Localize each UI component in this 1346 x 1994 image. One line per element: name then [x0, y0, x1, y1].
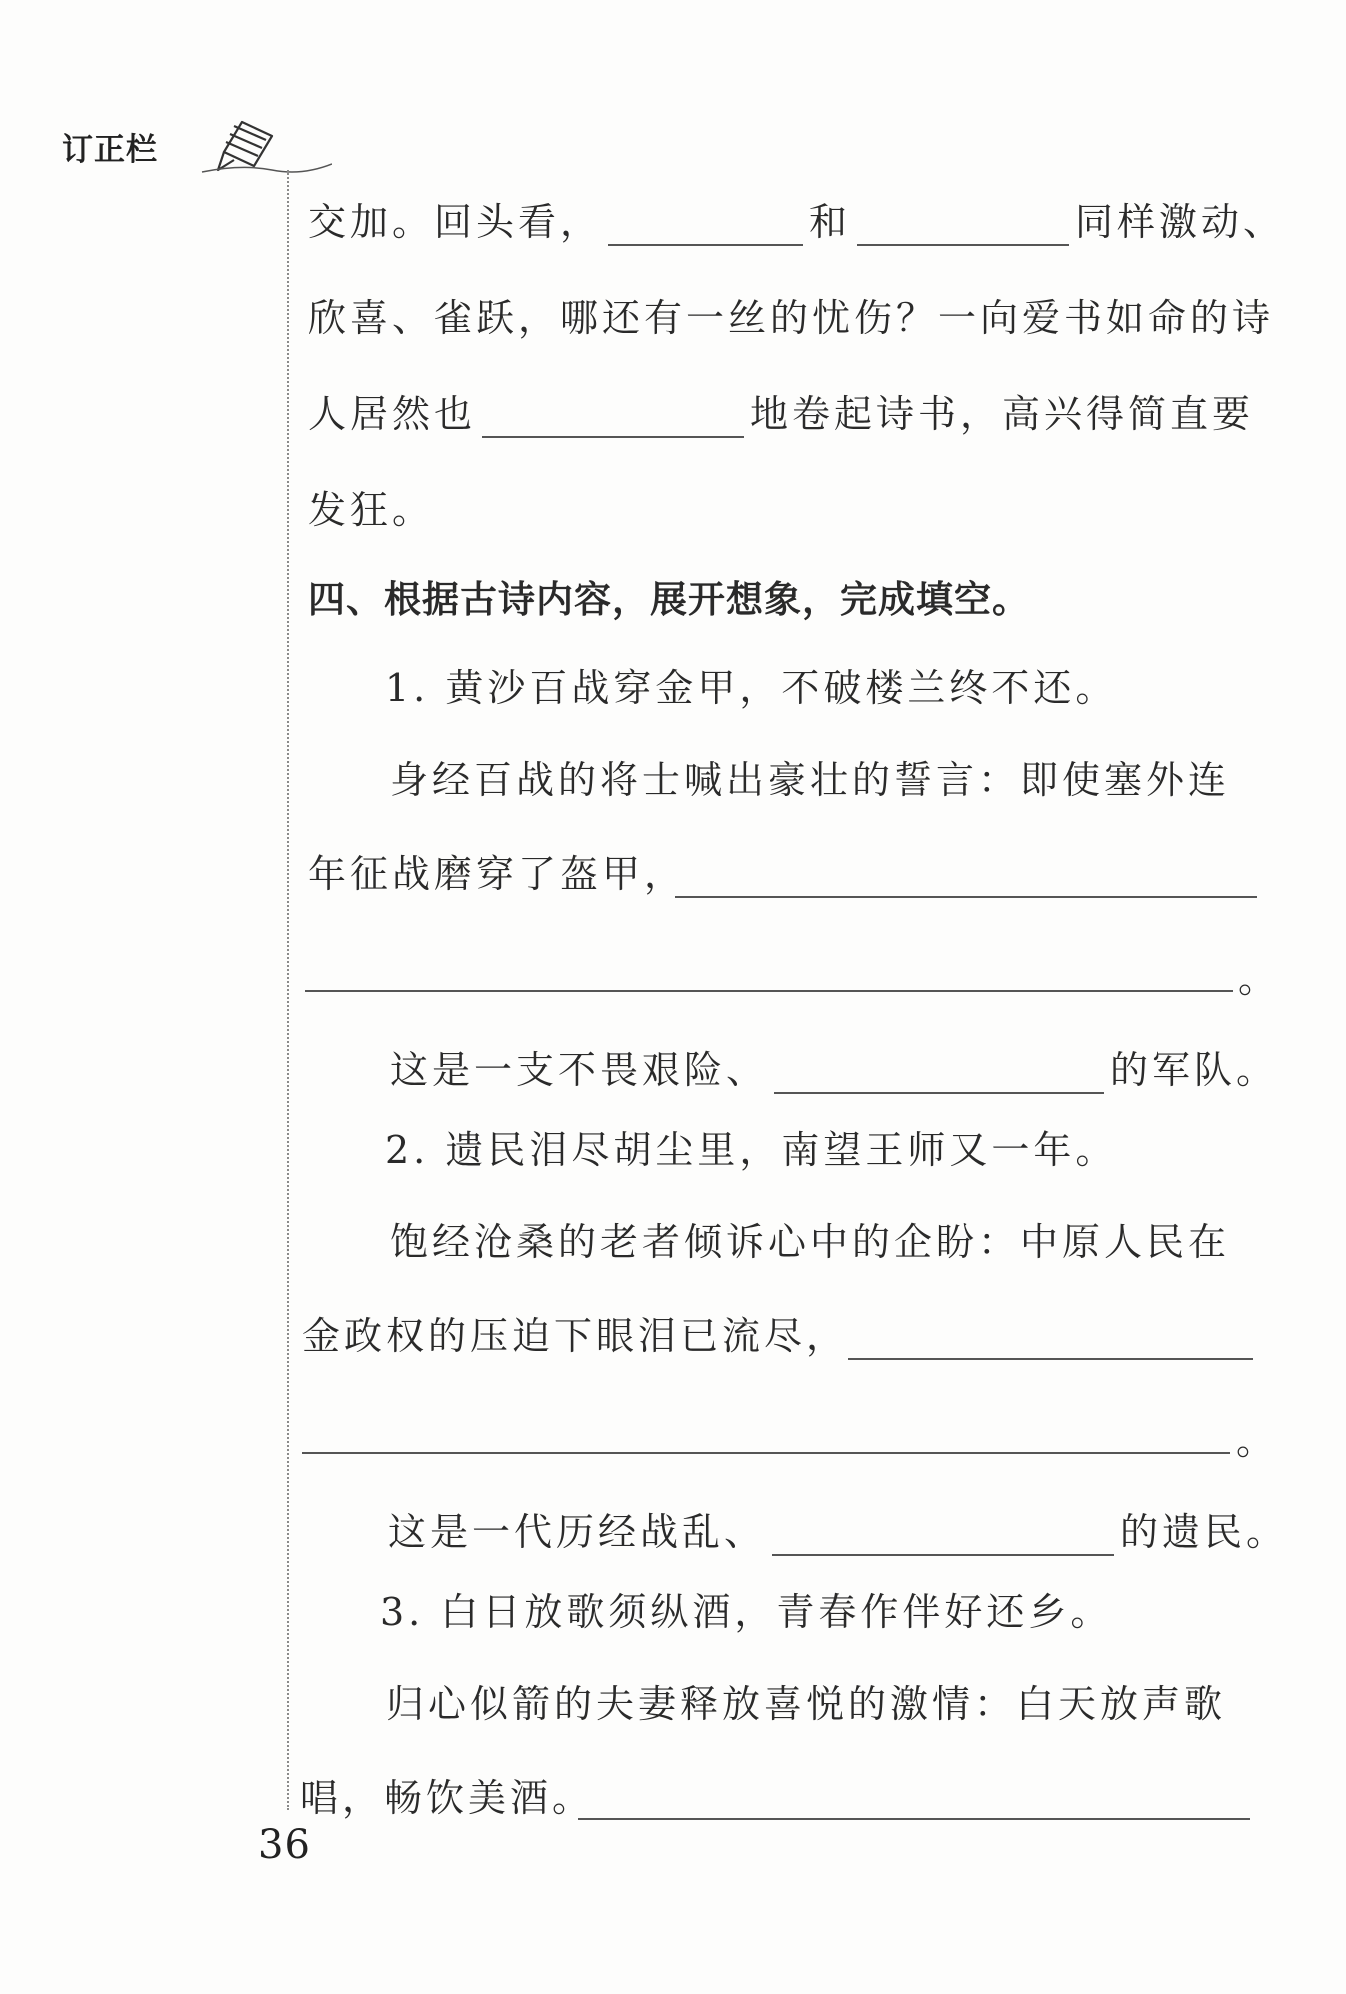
passage-line-4: 发狂。 [308, 488, 435, 532]
passage-text: 金政权的压迫下眼泪已流尽， [302, 1314, 849, 1358]
item-1-summary [390, 1046, 1278, 1094]
passage-line-3 [308, 390, 1254, 438]
passage-text: 这是一支不畏艰险、 [390, 1048, 769, 1092]
item-2-line-2 [302, 1312, 848, 1360]
item-1-line-2 [308, 850, 686, 898]
poem-line-1: 1. 黄沙百战穿金甲，不破楼兰终不还。 [385, 666, 1118, 710]
passage-text: 人居然也 [308, 392, 477, 436]
period-mark: 。 [1236, 1419, 1275, 1463]
correction-column-title: 订正栏 [62, 132, 158, 168]
correction-column-divider [287, 170, 289, 1810]
item-2-summary [388, 1508, 1288, 1556]
item-3-line-2 [300, 1774, 594, 1822]
page-number: 36 [258, 1822, 311, 1868]
poem-line-2: 2. 遗民泪尽胡尘里，南望王师又一年。 [385, 1128, 1118, 1172]
passage-text: 年征战磨穿了盔甲， [308, 852, 687, 896]
fill-blank[interactable] [302, 1452, 1230, 1454]
fill-blank[interactable] [848, 1358, 1253, 1360]
pencil-icon [182, 114, 332, 174]
item-2-line-1: 饱经沧桑的老者倾诉心中的企盼：中原人民在 [390, 1220, 1231, 1264]
passage-text: 和 [809, 200, 852, 244]
fill-blank[interactable] [675, 896, 1257, 898]
passage-text: 交加。回头看， [308, 200, 603, 244]
poem-line-3: 3. 白日放歌须纵酒，青春作伴好还乡。 [380, 1590, 1113, 1634]
passage-line-1 [308, 198, 1285, 246]
passage-text: 的遗民。 [1120, 1510, 1289, 1554]
passage-text: 的军队。 [1110, 1048, 1279, 1092]
item-1-line-1: 身经百战的将士喊出豪壮的誓言：即使塞外连 [390, 758, 1231, 802]
section-heading: 四、根据古诗内容，展开想象，完成填空。 [308, 578, 1030, 621]
fill-blank[interactable] [772, 1510, 1114, 1556]
passage-line-2: 欣喜、雀跃，哪还有一丝的忧伤？一向爱书如命的诗 [308, 296, 1275, 340]
fill-blank[interactable] [608, 200, 803, 246]
fill-blank[interactable] [857, 200, 1069, 246]
passage-text: 唱，畅饮美酒。 [300, 1776, 595, 1820]
passage-text: 这是一代历经战乱、 [388, 1510, 767, 1554]
fill-blank[interactable] [482, 392, 744, 438]
item-3-line-1: 归心似箭的夫妻释放喜悦的激情：白天放声歌 [386, 1682, 1227, 1726]
fill-blank[interactable] [774, 1048, 1104, 1094]
period-mark: 。 [1238, 957, 1277, 1001]
passage-text: 同样激动、 [1075, 200, 1286, 244]
passage-text: 地卷起诗书，高兴得简直要 [750, 392, 1255, 436]
fill-blank[interactable] [578, 1818, 1250, 1820]
fill-blank[interactable] [305, 990, 1233, 992]
